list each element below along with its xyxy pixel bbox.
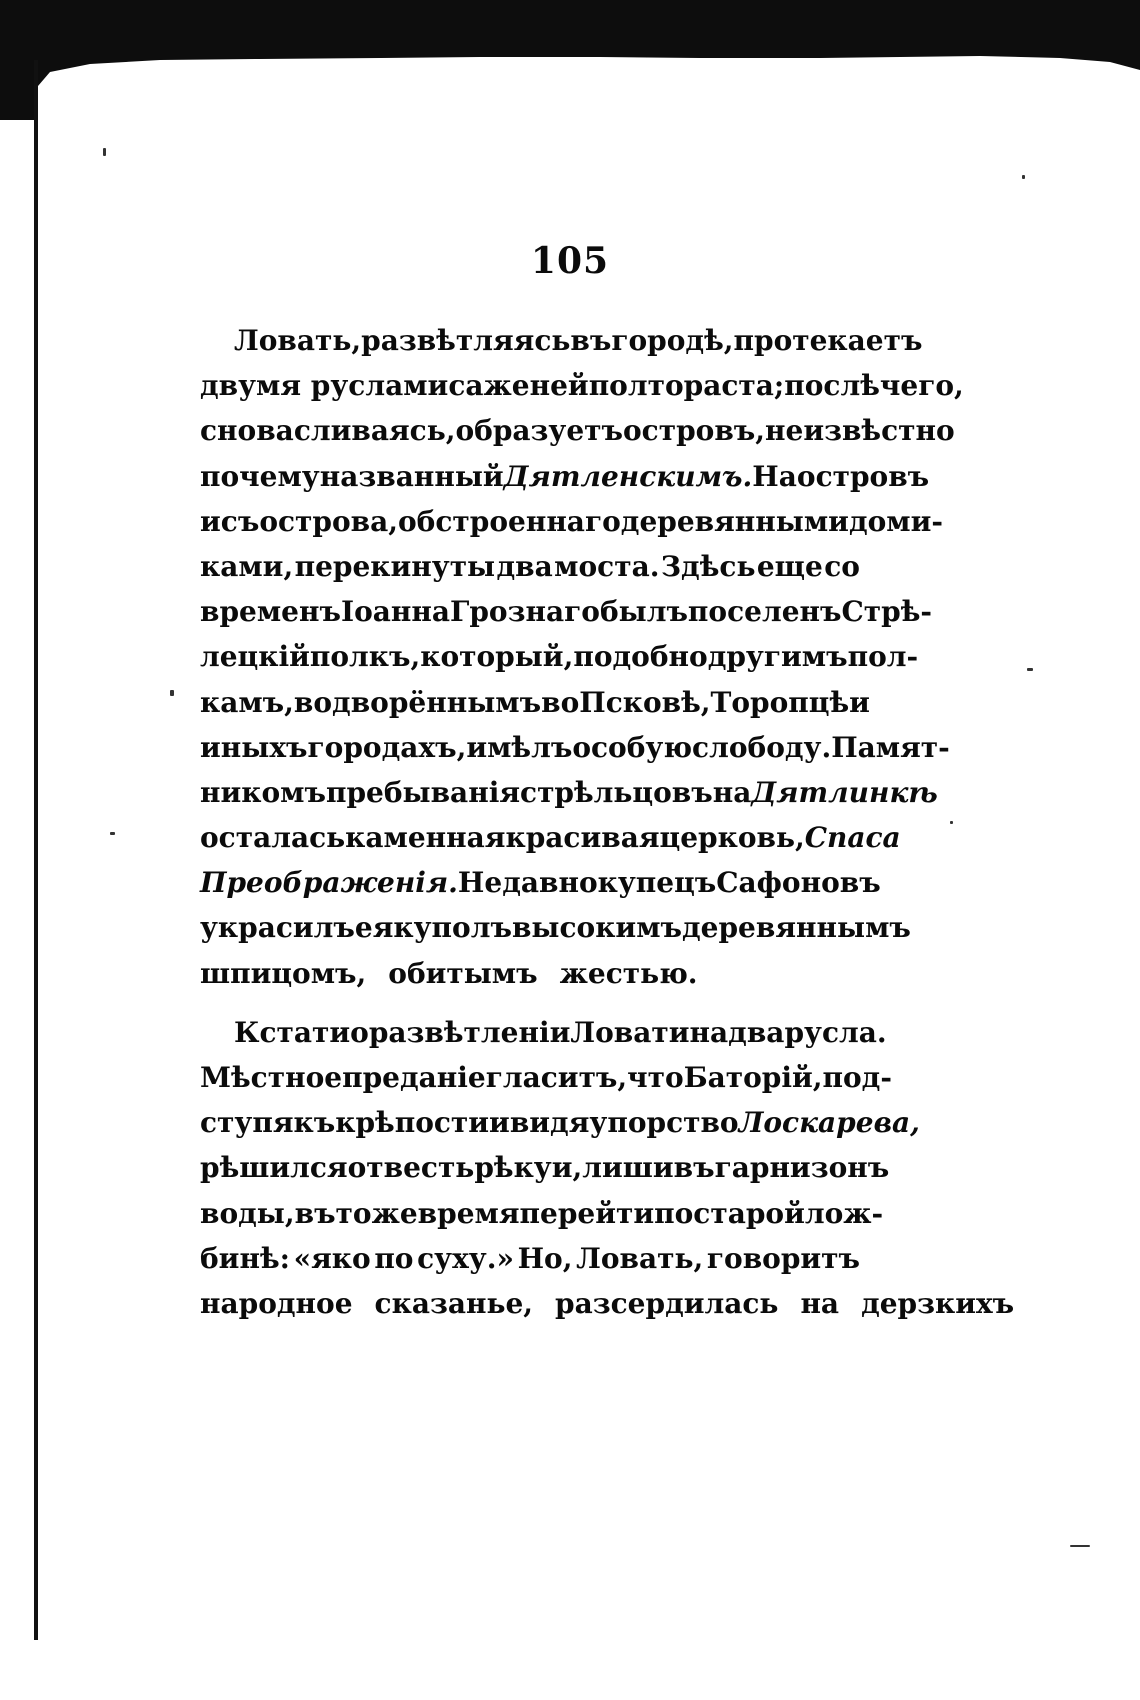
word: на <box>712 775 752 809</box>
word: городахъ, <box>307 730 467 764</box>
word: украсилъ <box>200 911 355 945</box>
word: отвесть <box>347 1151 475 1185</box>
word: рѣшился <box>200 1151 348 1185</box>
word: протекаетъ <box>733 324 923 357</box>
word: и, <box>551 1151 583 1185</box>
word: каменная <box>345 821 506 855</box>
word: ступя <box>200 1106 294 1140</box>
word: Ловать, <box>234 324 362 357</box>
word: Здѣсь <box>660 549 756 583</box>
word: развѣтленіи <box>368 1015 571 1049</box>
word: камъ, <box>200 685 294 719</box>
text-line <box>200 1236 860 1281</box>
text-line <box>200 1191 884 1236</box>
word: доми- <box>848 504 944 538</box>
word: еще <box>756 549 823 583</box>
word: два <box>496 549 553 583</box>
word: лишивъ <box>582 1151 715 1185</box>
word: куполъ <box>393 911 512 945</box>
text-line <box>200 815 901 860</box>
paragraph-gap <box>200 996 860 1010</box>
text-line <box>200 770 938 815</box>
scan-speck <box>170 690 174 696</box>
scanned-page-top-edge <box>0 0 1140 120</box>
word: во <box>541 685 580 719</box>
word: островъ <box>796 459 930 493</box>
word: полкъ, <box>309 640 421 674</box>
text-line <box>200 1010 887 1055</box>
text-line <box>200 1100 920 1145</box>
word: временъ <box>200 595 341 629</box>
word: перейти <box>519 1196 655 1230</box>
word: сказанье, <box>374 1286 534 1320</box>
word: подобно <box>573 640 708 674</box>
word: пребыванія <box>325 775 521 809</box>
word: имѣлъ <box>466 730 573 764</box>
word: особую <box>572 730 693 764</box>
italic-word: Лоскарева, <box>738 1106 920 1140</box>
text-line <box>200 1145 890 1190</box>
word: ея <box>354 911 394 945</box>
word: Грознаго <box>450 595 600 629</box>
word: старой <box>693 1196 805 1230</box>
word: Іоанна <box>340 595 451 629</box>
text-line <box>200 318 923 363</box>
word: два <box>728 1015 785 1049</box>
word: городѣ, <box>611 324 734 357</box>
word: на <box>800 1286 840 1320</box>
word: народное <box>200 1286 353 1320</box>
word: купецъ <box>597 866 717 900</box>
word: двумя руслами <box>200 369 449 403</box>
word: острова, <box>259 504 398 538</box>
word: саженей <box>448 369 589 403</box>
word: ками, <box>200 549 294 583</box>
scan-speck <box>950 821 953 824</box>
word: лож- <box>804 1196 884 1230</box>
text-line <box>200 363 964 408</box>
word: обитымъ <box>388 956 538 990</box>
text-line <box>200 860 881 905</box>
word: Недавно <box>457 866 598 900</box>
italic-word: Дятлинкѣ <box>751 775 938 809</box>
word: развѣтляясь <box>361 324 571 357</box>
word: Ловать, <box>576 1241 704 1275</box>
word: островъ, <box>623 414 766 448</box>
word: образуетъ <box>455 414 623 448</box>
word: почему <box>200 459 320 493</box>
word: Кстати <box>234 1015 351 1049</box>
word: суху.» <box>417 1241 514 1275</box>
word: послѣ <box>784 369 880 403</box>
word: со <box>824 549 860 583</box>
word: неизвѣстно <box>765 414 955 448</box>
text-line <box>200 680 870 725</box>
italic-word: Дятленскимъ. <box>503 459 753 493</box>
text-line <box>200 634 919 679</box>
word: Псковѣ, <box>579 685 711 719</box>
word: деревянными <box>620 504 849 538</box>
word: никомъ <box>200 775 326 809</box>
word: жестью. <box>559 956 698 990</box>
word: другимъ <box>707 640 848 674</box>
word: тоже <box>335 1196 418 1230</box>
text-line <box>200 905 911 950</box>
word: На <box>752 459 797 493</box>
word: по <box>374 1241 414 1275</box>
scan-speck <box>1027 668 1033 671</box>
word: Но, <box>517 1241 573 1275</box>
scan-speck <box>110 832 115 835</box>
scan-speck <box>1070 1545 1090 1547</box>
word: дерзкихъ <box>861 1286 1015 1320</box>
word: и <box>489 1106 510 1140</box>
word: лецкій <box>200 640 310 674</box>
word: водворённымъ <box>293 685 542 719</box>
word: крѣпости <box>335 1106 490 1140</box>
text-line <box>200 454 930 499</box>
text-line <box>200 589 933 634</box>
word: Мѣстное <box>200 1061 343 1094</box>
word: Стрѣ- <box>841 595 933 629</box>
italic-word: Спаса <box>804 821 901 855</box>
word: на <box>689 1015 729 1049</box>
scan-speck <box>1022 175 1025 179</box>
word: съ <box>220 504 260 538</box>
word: Ловати <box>570 1015 690 1049</box>
word: Памят- <box>831 730 950 764</box>
word: и <box>849 685 870 719</box>
word: русла. <box>784 1015 887 1049</box>
word: снова <box>200 414 294 448</box>
word: время <box>417 1196 520 1230</box>
scan-speck <box>103 148 106 156</box>
word: къ <box>293 1106 336 1140</box>
text-line <box>200 544 860 589</box>
word: перекинуты <box>294 549 496 583</box>
word: разсердилась <box>555 1286 779 1320</box>
word: видя <box>509 1106 590 1140</box>
word: бинѣ: <box>200 1241 290 1275</box>
text-line <box>200 725 950 770</box>
word: чего, <box>879 369 964 403</box>
word: обстроеннаго <box>398 504 621 538</box>
text-line <box>200 1055 892 1100</box>
scanned-page-left-edge <box>34 60 38 1640</box>
word: красивая <box>505 821 660 855</box>
text-line <box>200 499 944 544</box>
word: полтораста; <box>588 369 785 403</box>
word: высокимъ <box>511 911 682 945</box>
word: Баторій, <box>683 1061 823 1094</box>
word: гарнизонъ <box>714 1151 890 1185</box>
word: воды, <box>200 1196 295 1230</box>
word: преданіе <box>342 1061 486 1094</box>
word: гласитъ, <box>485 1061 628 1094</box>
word: упорство <box>589 1106 739 1140</box>
word: осталась <box>200 821 346 855</box>
italic-word: Преображенія. <box>200 866 458 900</box>
word: и <box>200 504 221 538</box>
word: сливаясь, <box>293 414 456 448</box>
word: названный <box>319 459 504 493</box>
word: былъ <box>599 595 688 629</box>
word: рѣку <box>474 1151 552 1185</box>
word: иныхъ <box>200 730 308 764</box>
word: по <box>654 1196 694 1230</box>
word: пол- <box>847 640 919 674</box>
word: шпицомъ, <box>200 956 367 990</box>
page-number: 105 <box>530 240 610 282</box>
word: стрѣльцовъ <box>520 775 713 809</box>
word: деревяннымъ <box>682 911 911 945</box>
word: моста. <box>554 549 660 583</box>
body-text <box>200 318 1015 1326</box>
word: под- <box>822 1061 892 1094</box>
word: что <box>627 1061 684 1094</box>
word: слободу. <box>692 730 832 764</box>
word: Сафоновъ <box>716 866 881 900</box>
text-line <box>200 951 860 996</box>
word: церковь, <box>659 821 805 855</box>
word: въ <box>294 1196 336 1230</box>
word: въ <box>570 324 612 357</box>
word: Торопцѣ <box>710 685 850 719</box>
word: «яко <box>293 1241 371 1275</box>
word: поселенъ <box>687 595 842 629</box>
text-line <box>200 1281 1015 1326</box>
word: говоритъ <box>706 1241 860 1275</box>
word: который, <box>420 640 574 674</box>
text-line <box>200 408 955 453</box>
word: о <box>350 1015 369 1049</box>
